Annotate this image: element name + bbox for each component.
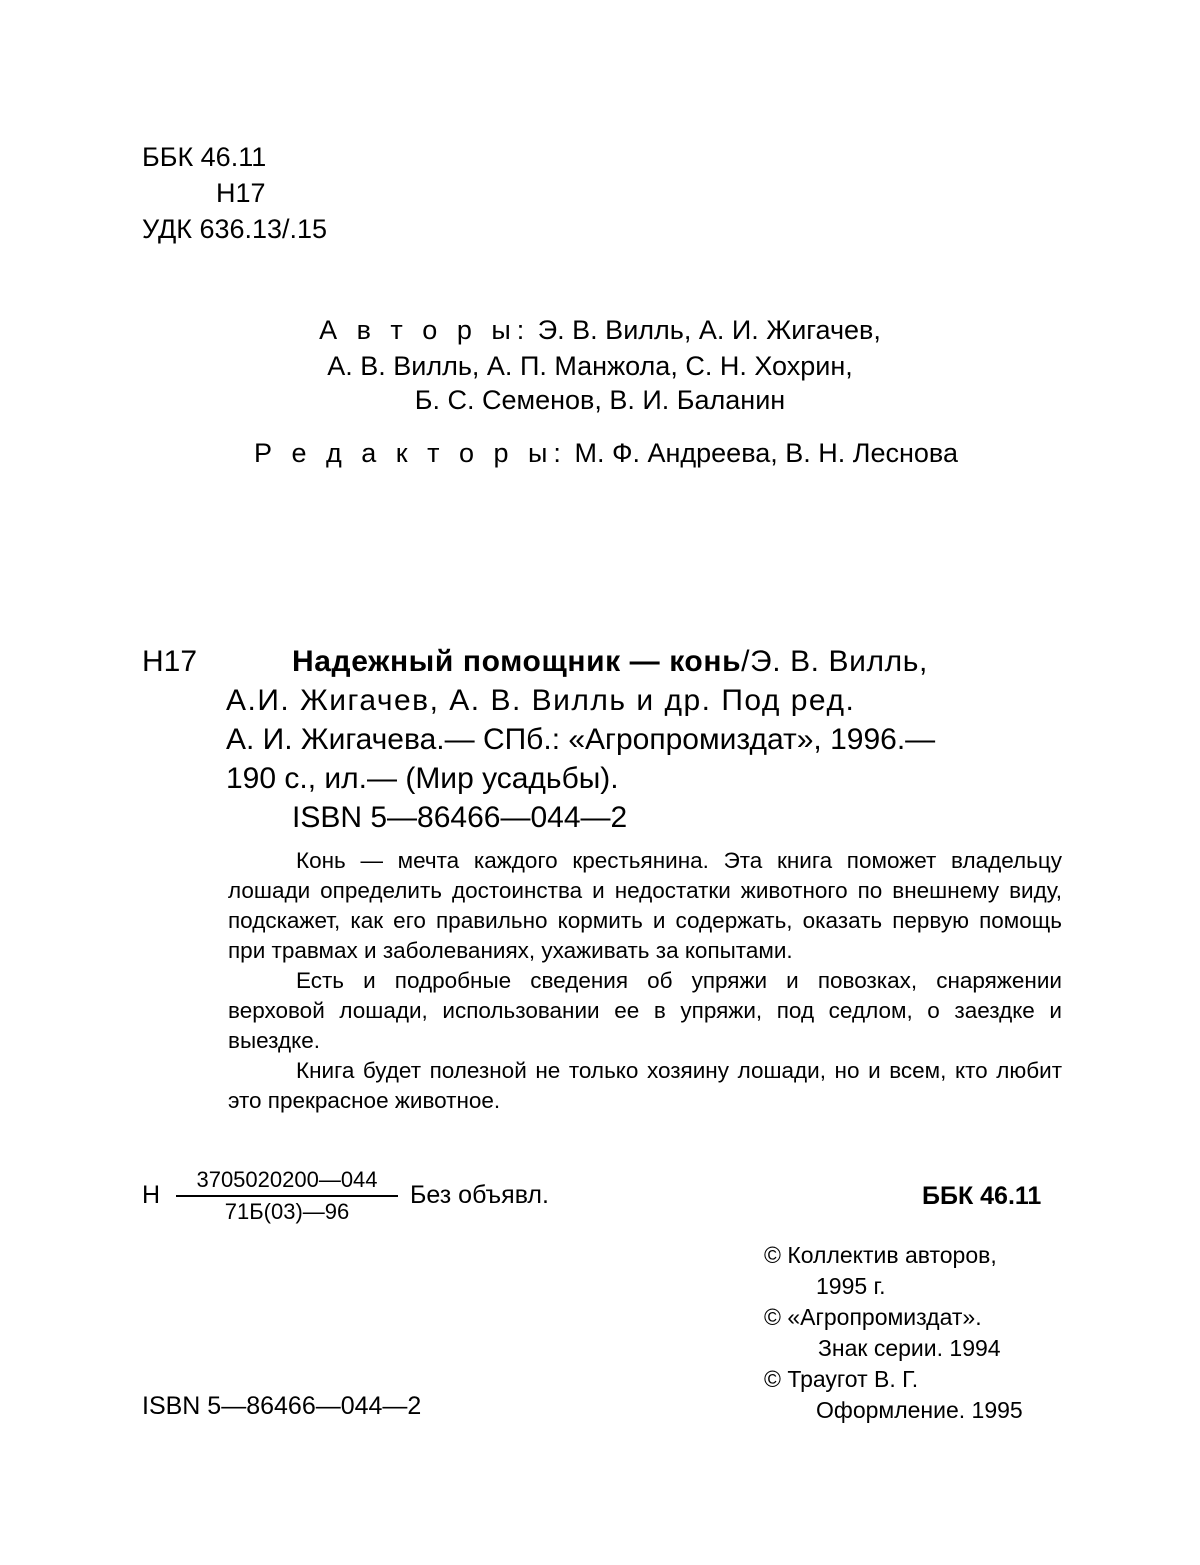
editors-label: Р е д а к т о р ы: [254,438,567,468]
index-numerator: 3705020200—044 [176,1166,398,1197]
catalog-line-3: А. И. Жигачева.— СПб.: «Агропромиздат», 1996.— [226,723,936,756]
catalog-isbn: ISBN 5—86466—044—2 [292,801,628,834]
annotation-paragraph-1: Конь — мечта каждого крестьянина. Эта книга поможет владельцу лошади определить достоинства и недостатки животного по внешнему виду, подскажет, как его правильно кормить и содержать, оказать первую помощь при травмах и заболеваниях, ухаживать за копытами. [228,848,1062,963]
author-mark: Н17 [216,178,266,208]
catalog-authors-start: /Э. В. Вилль, [741,645,928,678]
authors-names-1: Э. В. Вилль, А. И. Жигачев, [537,315,881,345]
copyright-3-line-2: Оформление. 1995 [816,1397,1023,1423]
book-title: Надежный помощник — конь [292,645,742,678]
authors-label: А в т о р ы: [319,315,531,345]
catalog-line-2: А.И. Жигачев, А. В. Вилль и др. Под ред. [226,684,856,717]
annotation [228,846,1062,1116]
authors-line-1 [0,312,1200,348]
catalog-mark: Н17 [142,645,198,678]
editors-line [6,435,1200,471]
copyright-2 [764,1302,982,1333]
editors-names: М. Ф. Андреева, В. Н. Леснова [574,438,958,468]
index-letter: Н [142,1181,161,1209]
copyright-3-line-1: Траугот В. Г. [787,1366,919,1392]
bbk-footer: ББК 46.11 [922,1182,1042,1210]
catalog-line-1 [292,642,928,681]
copyright-3 [764,1364,918,1395]
copyright-2-line-1: «Агропромиздат». [787,1304,982,1330]
index-denominator: 71Б(03)—96 [224,1199,350,1224]
copyright-1 [764,1240,997,1271]
copyright-1-line-2: 1995 г. [816,1273,886,1299]
bbk-classification: ББК 46.11 [142,142,267,172]
copyright-icon: © [764,1366,781,1392]
catalog-line-4: 190 с., ил.— (Мир усадьбы). [226,762,619,795]
copyright-2-line-2: Знак серии. 1994 [818,1335,1001,1361]
copyright-icon: © [764,1242,781,1268]
index-code-fraction [176,1166,398,1226]
udk-classification: УДК 636.13/.15 [142,214,328,244]
authors-line-3: Б. С. Семенов, В. И. Баланин [414,385,786,415]
copyright-icon: © [764,1304,781,1330]
isbn-footer: ISBN 5—86466—044—2 [142,1392,422,1420]
authors-line-2: А. В. Вилль, А. П. Манжола, С. Н. Хохрин, [327,351,853,381]
no-announcement-note: Без объявл. [410,1181,549,1209]
annotation-paragraph-3: Книга будет полезной не только хозяину лошади, но и всем, кто любит это прекрасное животное. [228,1058,1062,1113]
copyright-1-line-1: Коллектив авторов, [787,1242,997,1268]
annotation-paragraph-2: Есть и подробные сведения об упряжи и повозках, снаряжении верховой лошади, использовании ее в упряжи, под седлом, о заездке и выездке. [228,968,1062,1053]
